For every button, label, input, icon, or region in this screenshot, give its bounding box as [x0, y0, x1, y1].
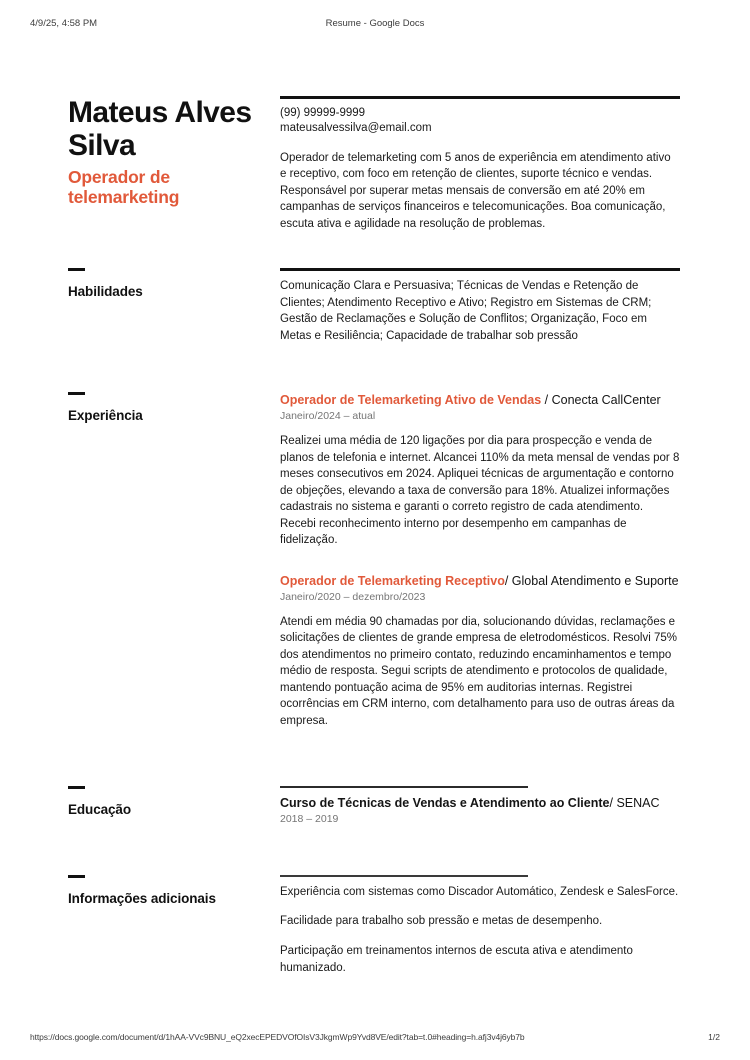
experience-item [280, 573, 680, 729]
resume-document [68, 96, 680, 976]
education-content [280, 786, 680, 825]
contact-phone: (99) 99999-9999 [280, 107, 366, 119]
print-footer [0, 1032, 750, 1046]
education-label-block [68, 786, 280, 817]
job-company: Global Atendimento e Suporte [511, 573, 679, 588]
contact-email: mateusalvessilva@email.com [280, 122, 432, 135]
experience-label-block [68, 392, 280, 423]
skills-text: Comunicação Clara e Persuasiva; Técnicas de Vendas e Retenção de Clientes; Atendimento Receptivo e Ativo; Registro em Sistemas de CRM; Gestão de Reclamações e Solução de Conflitos; Organização, Foco em Metas e Resiliência; Capacidade de trabalhar sob pressão [280, 280, 652, 342]
education-school: SENAC [616, 795, 660, 810]
print-date: 4/9/25, 4:58 PM [30, 18, 98, 29]
skills-divider [280, 268, 680, 271]
additional-label-block [68, 875, 280, 906]
page-number: 1/2 [708, 1032, 720, 1042]
additional-divider [280, 875, 528, 877]
skills-content [280, 268, 680, 344]
education-divider [280, 786, 528, 788]
additional-item: Facilidade para trabalho sob pressão e metas de desempenho. [280, 915, 603, 928]
section-skills [68, 268, 680, 344]
additional-label: Informações adicionais [68, 890, 216, 906]
additional-item: Participação em treinamentos internos de escuta ativa e atendimento humanizado. [280, 945, 633, 974]
candidate-role: Operador de telemarketing [68, 167, 180, 207]
header-divider [280, 96, 680, 99]
education-label: Educação [68, 802, 131, 818]
education-course: Curso de Técnicas de Vendas e Atendimento ao Cliente [280, 795, 610, 810]
additional-content [280, 875, 680, 976]
profile-summary: Operador de telemarketing com 5 anos de experiência em atendimento ativo e receptivo, com foco em retenção de clientes, suporte técnico e vendas. Responsável por superar metas mensais de conversão em até 20% em campanhas de serviços financeiros e telecomunicações. Boa comunicação, escuta ativa e agilidade na resolução de problemas. [280, 151, 671, 230]
experience-label: Experiência [68, 408, 143, 424]
job-separator: / [504, 573, 512, 588]
experience-content [280, 392, 680, 729]
print-header [0, 18, 750, 32]
experience-item [280, 392, 680, 548]
section-dash-icon [68, 786, 85, 789]
section-dash-icon [68, 875, 85, 878]
job-dates: Janeiro/2020 – dezembro/2023 [280, 590, 426, 603]
candidate-name: Mateus Alves Silva [68, 96, 252, 162]
additional-item: Experiência com sistemas como Discador Automático, Zendesk e SalesForce. [280, 885, 679, 898]
section-education [68, 786, 680, 825]
print-document-title: Resume - Google Docs [325, 18, 425, 29]
education-separator: / [609, 795, 617, 810]
education-dates: 2018 – 2019 [280, 812, 339, 825]
job-separator: / [541, 393, 552, 408]
section-additional-info [68, 875, 680, 976]
document-url: https://docs.google.com/document/d/1hAA-VVc9BNU_eQ2xecEPEDVOfOIsV3JkgmWp9Yvd8VE/edit?tab=t.0#heading=h.afj3v4j6yb7b [30, 1032, 525, 1042]
job-title: Operador de Telemarketing Receptivo [280, 573, 505, 588]
job-dates: Janeiro/2024 – atual [280, 410, 376, 423]
identity-block [68, 96, 280, 207]
education-heading [280, 795, 680, 811]
section-experience [68, 392, 680, 729]
job-description: Atendi em média 90 chamadas por dia, solucionando dúvidas, reclamações e solicitações de clientes de grande empresa de eletrodomésticos. Resolvi 75% dos atendimentos no primeiro contato, reduzindo encaminhamentos e tempo médio de resposta. Segui scripts de atendimento e protocolos de qualidade, mantendo pontuação acima de 95% em auditorias internas. Registrei ocorrências em CRM interno, com detalhamento para uso de outras áreas da empresa. [280, 615, 677, 727]
job-description: Realizei uma média de 120 ligações por dia para prospecção e venda de planos de telefonia e internet. Alcancei 110% da meta mensal de vendas por 8 meses consecutivos em 2024. Apliquei técnicas de argumentação e contorno de objeções, elevando a taxa de conversão para 18%. Atualizei informações cadastrais no sistema e garanti o correto registro de cada atendimento. Recebi reconhecimento interno por desempenho em campanhas de fidelização. [280, 435, 680, 547]
job-heading [280, 392, 680, 408]
job-company: Conecta CallCenter [551, 393, 661, 408]
resume-header [68, 96, 680, 232]
section-dash-icon [68, 392, 85, 395]
contact-and-summary [280, 96, 680, 232]
job-title: Operador de Telemarketing Ativo de Vendas [280, 393, 542, 408]
skills-label-block [68, 268, 280, 299]
skills-label: Habilidades [68, 284, 143, 300]
section-dash-icon [68, 268, 85, 271]
job-heading [280, 573, 680, 589]
